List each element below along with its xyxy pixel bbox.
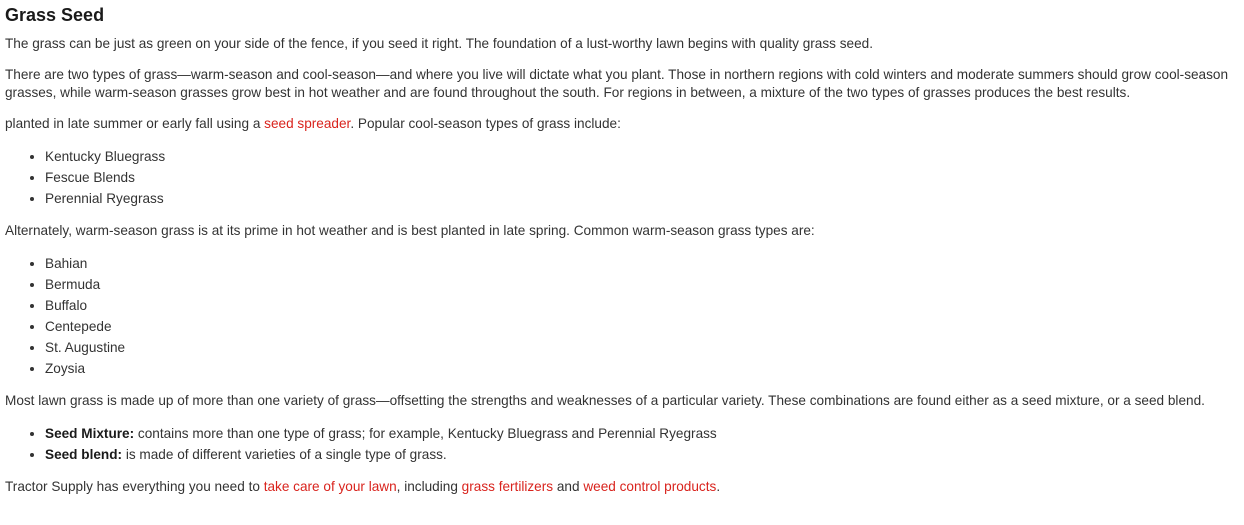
list-item: • Perennial Ryegrass	[45, 188, 1239, 209]
closing-text-4: .	[716, 479, 721, 494]
list-item: • Bahian	[45, 253, 1239, 274]
list-item: • Kentucky Bluegrass	[45, 146, 1239, 167]
closing-text-3: and	[553, 479, 584, 494]
mixture-list	[5, 423, 1239, 465]
list-item: • Zoysia	[45, 358, 1239, 379]
grass-types-paragraph: There are two types of grass—warm-season and cool-season—and where you live will dictate what you plant. Those in northern regions with cold winters and moderate summers should grow cool-season grasses, while warm-season grasses grow best in hot weather and are found throughout the south. For regions in between, a mixture of the two types of grasses produces the best results.	[5, 67, 1229, 100]
list-item	[45, 423, 1239, 444]
cool-season-text-end: . Popular cool-season types of grass include:	[350, 116, 621, 131]
mixture-paragraph: Most lawn grass is made up of more than one variety of grass—offsetting the strengths and weaknesses of a particular variety. These combinations are found either as a seed mixture, or a seed blend.	[5, 393, 1205, 408]
warm-season-paragraph: Alternately, warm-season grass is at its prime in hot weather and is best planted in late spring. Common warm-season grass types are:	[5, 223, 815, 238]
list-item: • Buffalo	[45, 295, 1239, 316]
seed-mixture-term: Seed Mixture:	[45, 426, 135, 441]
weed-control-link[interactable]: weed control products	[583, 479, 717, 494]
warm-season-list	[5, 253, 1239, 379]
cool-season-list	[5, 146, 1239, 209]
closing-text-2: , including	[396, 479, 462, 494]
closing-paragraph	[5, 478, 1239, 496]
seed-blend-term: Seed blend:	[45, 447, 123, 462]
list-item: • Bermuda	[45, 274, 1239, 295]
seed-spreader-link[interactable]: seed spreader	[264, 116, 351, 131]
seed-mixture-description: contains more than one type of grass; for example, Kentucky Bluegrass and Perennial Ryegrass	[134, 426, 717, 441]
cool-season-text-start: planted in late summer or early fall using a	[5, 116, 265, 131]
grass-fertilizers-link[interactable]: grass fertilizers	[461, 479, 554, 494]
list-item: • St. Augustine	[45, 337, 1239, 358]
closing-text-1: Tractor Supply has everything you need to	[5, 479, 264, 494]
intro-paragraph: The grass can be just as green on your side of the fence, if you seed it right. The foundation of a lust-worthy lawn begins with quality grass seed.	[5, 36, 873, 51]
list-item: • Fescue Blends	[45, 167, 1239, 188]
seed-blend-description: is made of different varieties of a single type of grass.	[122, 447, 447, 462]
lawn-care-link[interactable]: take care of your lawn	[263, 479, 397, 494]
list-item	[45, 444, 1239, 465]
cool-season-paragraph	[5, 115, 1239, 133]
article-title: Grass Seed	[5, 5, 105, 25]
list-item: • Centepede	[45, 316, 1239, 337]
